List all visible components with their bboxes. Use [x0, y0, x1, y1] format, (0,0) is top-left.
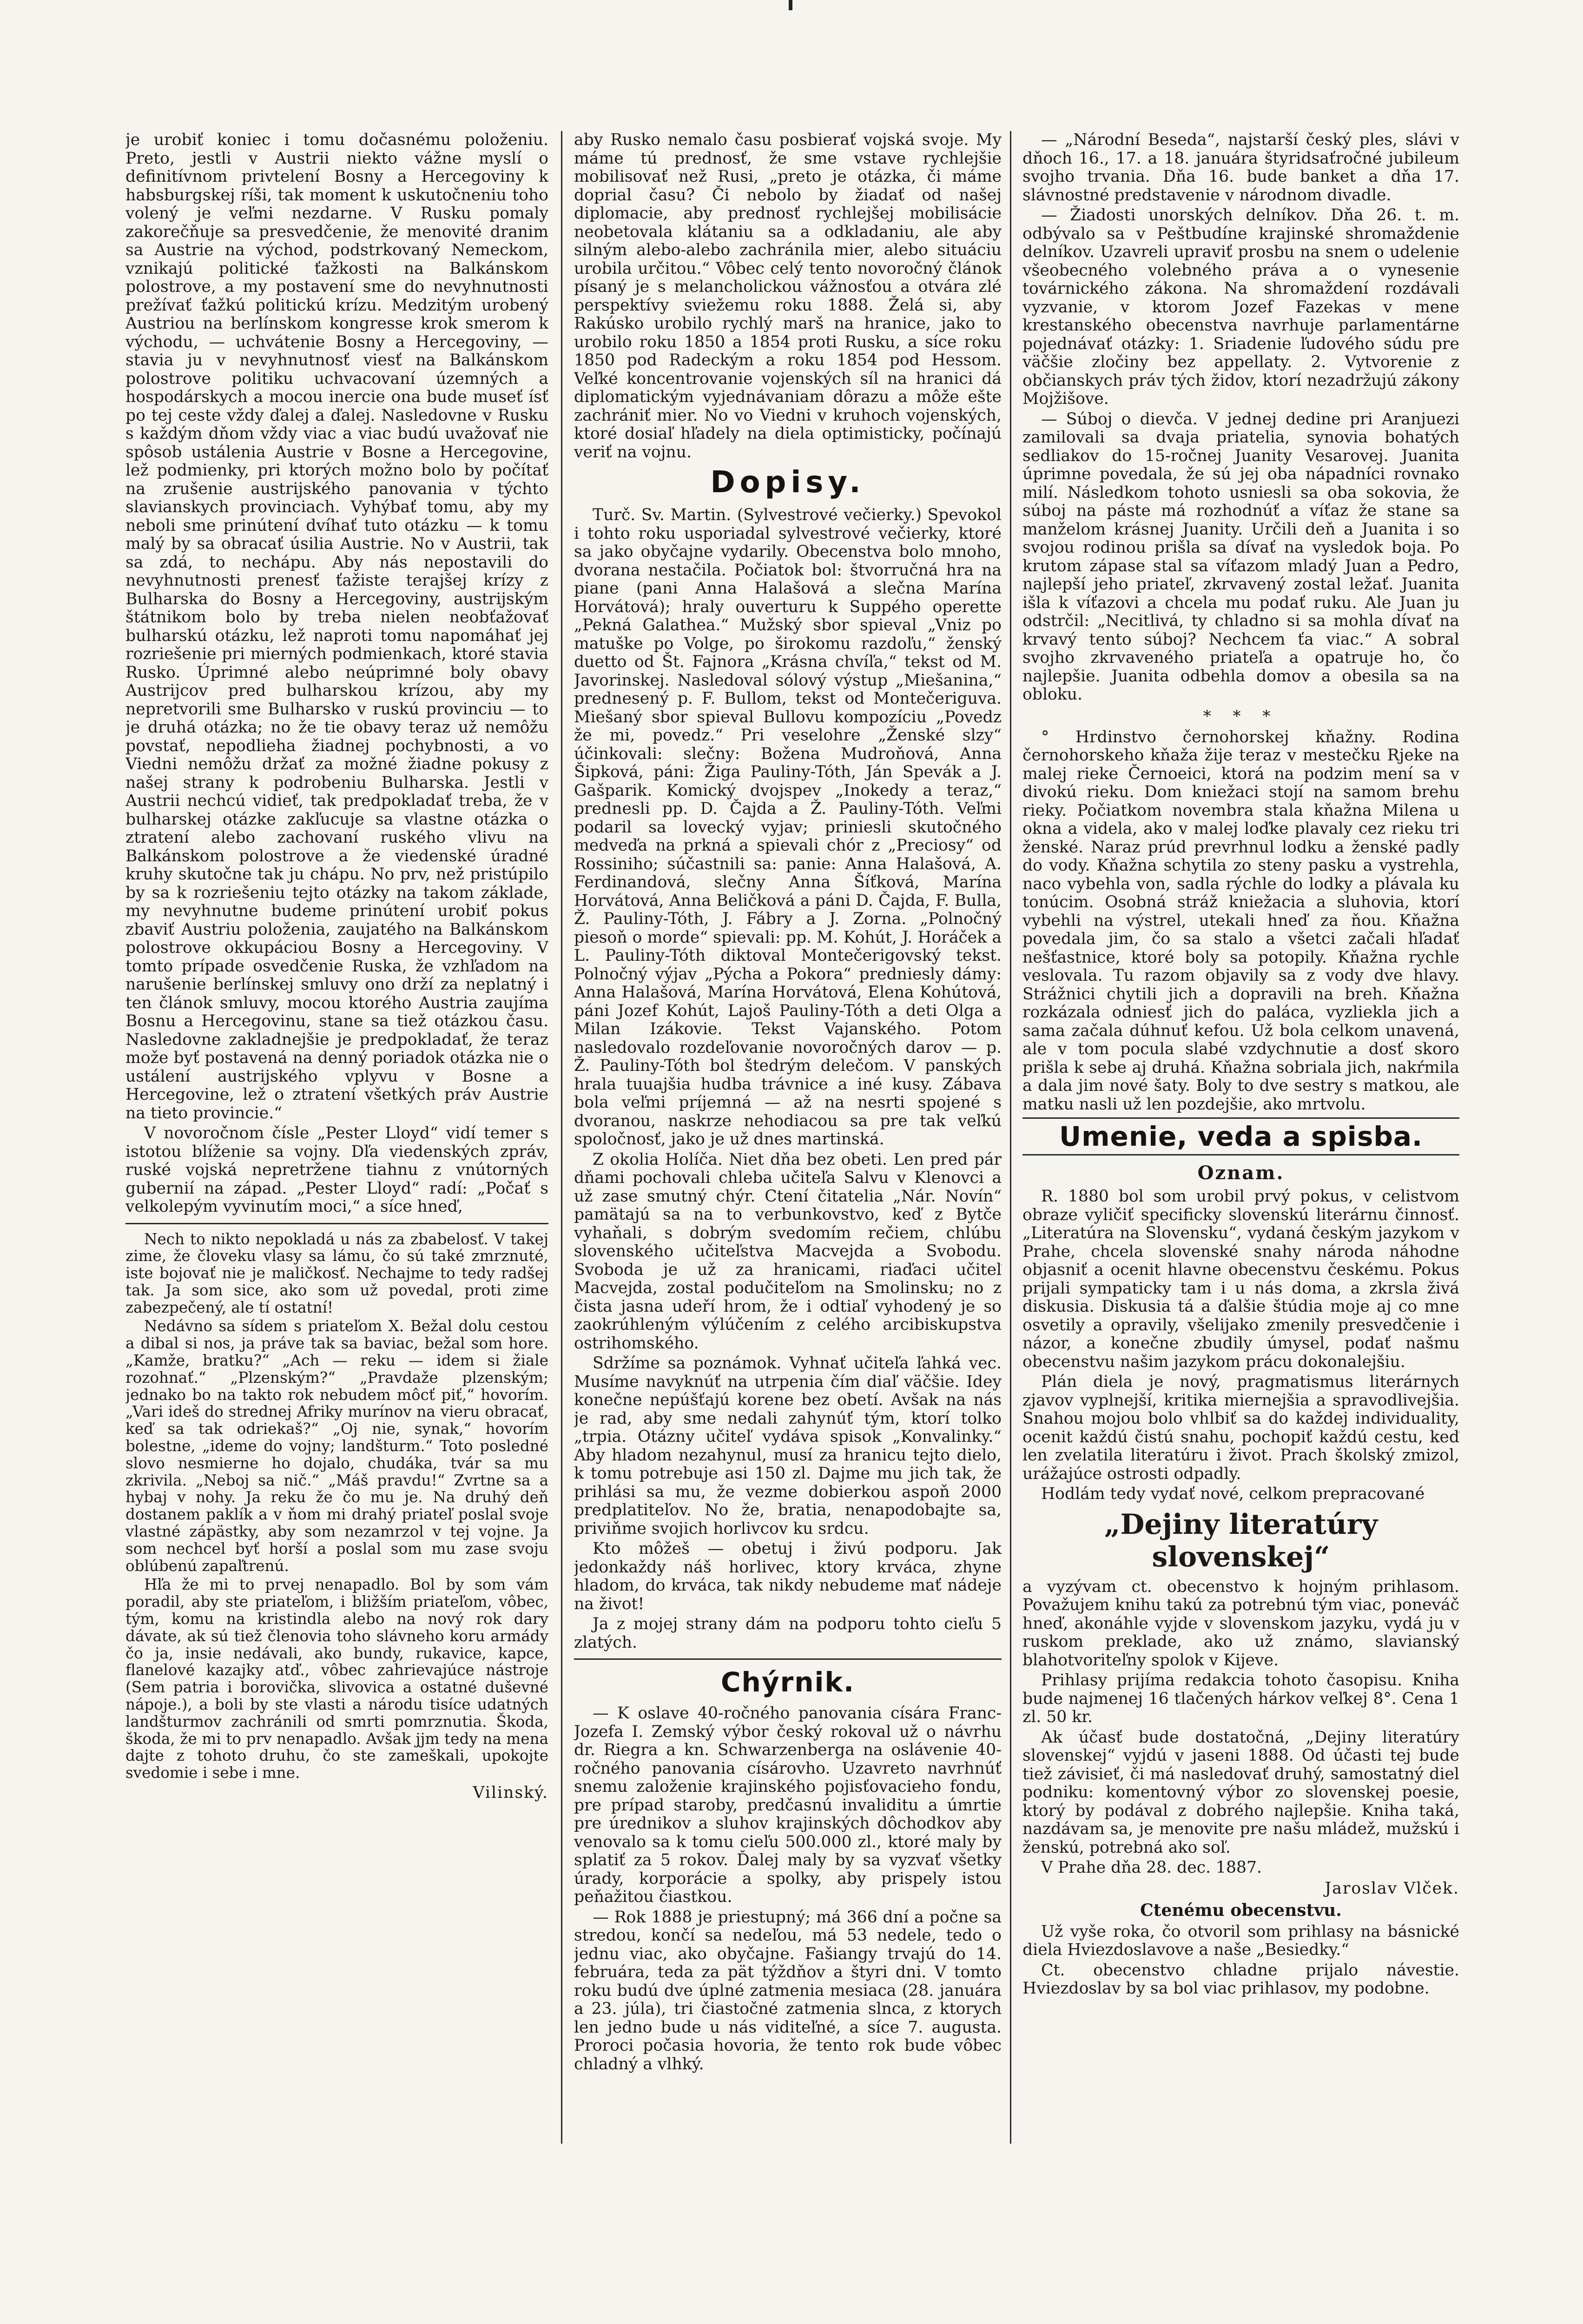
column-rule-right	[1010, 131, 1011, 2144]
section-heading-chyrnik: Chýrnik.	[720, 1666, 855, 1698]
feuilleton-text: Nedávno sa sídem s priateľom X. Bežal dolu cestou a dibal si nos, ja práve tak sa baviac, bežal som hore. „Kamže, bratku?“ „Ach — reku — idem si žiale rozohnať.“ „Plzenským?“ „Pravdaže plzenským; jednako bo na takto rok nebudem môcť piť,“ hovorím. „Vari ideš do strednej Afriky murínov na vieru obracať, keď sa tak odriekaš?“ „Oj nie, synak,“ hovorím bolestne, „ideme do vojny; landšturm.“ Toto posledné slovo nesmierne ho dojalo, chudáka, tvár sa mu zkrivila. „Neboj sa nič.“ „Máš pravdu!“ Zvrtne sa a hybaj v nohy. Ja reku že čo mu je. Na druhý deň dostanem paklík a v ňom mi drahý priateľ poslal svoje vlastné zápästky, aby som nezamrzol v tej vojne. Ja som nechcel byť horší a poslal som mu zase svoju oblúbenú zapaľtrenú.	[125, 1317, 548, 1575]
book-title: „Dejiny literatúry slovenskej“	[1104, 1508, 1378, 1573]
article-text: je urobiť koniec i tomu dočasnému položeniu. Preto, jestli v Austrii niekto vážne myslí o definitívnom privtelení Bosny a Hercegoviny k habsburgskej ríši, tak moment k uskutočneniu toho volený je veľmi nezdarne. V Rusku pomaly zakorečňuje sa presvedčenie, že menovité dranim sa Austrie na východ, podstrkovaný Nemeckom, vznikajú politické ťažkosti na Balkánskom polostrove, a my postavení sme do nevyhnutnosti prežívať ťažkú politickú krízu. Medzitým urobený Austriou na berlínskom kongresse krok smerom k východu, — uchvátenie Bosny a Hercegoviny, — stavia ju v nevyhnutnosť viesť na Balkánskom polostrove politiku uchvacovaní územných a hospodárskych a mocou inercie ona bude museť ísť po tej ceste vždy ďalej a ďalej. Nasledovne v Rusku s každým dňom vždy viac a viac budú uvažovať nie spôsob ustálenia Austrie v Bosne a Hercegovine, lež podmienky, pri ktorých možno bolo by počítať na zrušenie austrijského panovania v týchto slavianskych provinciach. Vyhýbať tomu, aby my neboli sme prinútení dvíhať tuto otázku — k tomu malý by sa obracať úsilia Austrie. No v Austrii, tak sa zdá, to nechápu. Aby nás nepostavili do nevyhnutnosti prenesť ťažiste terajšej krízy z Bulharska do Bosny a Hercegoviny, austrijským štátnikom bolo by treba nielen neobťažovať bulharskú otázku, lež naproti tomu napomáhať jej rozriešenie pri mierných podmienkach, ktoré stavia Rusko. Úprimné alebo neúprimné boly obavy Austrijcov pred bulharskou krízou, aby my nepretvorili sme Bulharsko v ruskú provinciu — to je druhá otázka; no že tie obavy teraz už nemôžu povstať, nepodlieha žiadnej pochybnosti, a vo Viedni nemôžu držať za možné žiadne pokusy z našej strany k podrobeniu Bulharska. Jestli v Austrii nechcú vidieť, tak predpokladať treba, že v bulharskej otázke zakľucuje sa vlastne otázka o ztratení alebo zachovaní ruského vlivu na Balkánskom polostrove a že viedenské úradné kruhy skutočne tak ju chápu. No prv, než pristúpilo by sa k rozriešeniu tejto otázky na takom základe, my nevyhnutne budeme prinútení urobiť pokus zbaviť Austriu položenia, zaujatého na Balkánskom polostrove okkupáciou Bosny a Hercegoviny. V tomto prípade osvedčenie Ruska, že vzhľadom na narušenie berlínskej smluvy ono drží za neplatný i ten článok smluvy, mocou ktorého Austria zaujíma Bosnu a Hercegovinu, stane sa tiež otázkou času. Nasledovne zakladnejšie je predpokladať, že teraz može byť postavená na denný poriadok otázka nie o ustálení austrijského vplyvu v Bosne a Hercegovine, lež o ztratení všetkých práv Austrie na tieto provincie.“	[125, 131, 548, 1122]
separator-stars: * * *	[1203, 706, 1279, 726]
author-signature: Jaroslav Vlček.	[1325, 1879, 1459, 1898]
news-item: — Súboj o dievča. V jednej dedine pri Aranjuezi zamilovali sa dvaja priatelia, synovia bohatých sedliakov do 15-ročnej Juanity Vesarovej. Juanita úprimne povedala, že sú jej oba nápadníci rovnako milí. Následkom tohoto usniesli sa oba sokovia, že súboj na páste má rozhodnúť a víťaz že stane sa manželom krásnej Juanity. Určili deň a Juanita i so svojou rodinou prišla sa dívať na vysledok boja. Po krutom zápase stal sa víťazom mladý Juan a Pedro, najlepší jeho priateľ, zkrvavený zostal ležať. Juanita išla k víťazovi a chcela mu podať ruku. Ale Juan ju odstrčil: „Necitlivá, ty chladno si sa mohla dívať na krvavý tento súboj? Nechcem ťa viac.“ A sobral svojho zkrvaveného priateľa a opatruje ho, čo najlepšie. Juanita odbehla domov a obesila sa na obloku.	[1022, 409, 1459, 704]
news-item: ° Hrdinstvo černohorskej kňažny. Rodina černohorskeho kňaža žije teraz v mestečku Rjeke na malej rieke Černoeici, ktorá na podzim mení sa v divokú rieku. Dom kniežaci stojí na samom brehu rieky. Počiatkom novembra stala kňažna Milena u okna a videla, ako v malej loďke plavaly cez rieku tri ženské. Naraz prúd prevrhnul lodku a ženské padly do vody. Kňažna schytila zo steny pasku a vystrehla, naco vybehla von, sadla rýchle do lodky a plávala ku tonúcim. Osobná stráž kniežacia a sluhovia, ktorí vybehli na výstrel, utekali hneď za ňou. Kňažna povedala jim, čo sa stalo a všetci začali hľadať nešťastnice, ktoré boly sa potopily. Kňažna rychle veslovala. Tu razom objavily sa z vody dve hlavy. Strážnici chytili jich a dopravili na breh. Kňažna rozkázala odniesť jich do paláca, vyzliekla jich a sama začala dúhnuť kefou. Už bola celkom unavená, ale v tom pocula slabé vzdychnutie a dosť skoro prišla k sebe aj druhá. Kňažna sobriala jich, nakŕmila a dala jim nové šaty. Boly to dve sestry s matkou, ale matku nasli už len pozdejšie, ako mrtvolu.	[1022, 727, 1459, 1114]
letter-text: Turč. Sv. Martin. (Sylvestrové večierky.) Spevokol i tohto roku usporiadal sylvestrové večierky, ktoré sa jako obyčajne vydarily. Obecenstva bolo mnoho, dvorana nestačila. Počiatok bol: štvorručná hra na piane (pani Anna Halašová a slečna Marína Horvátová); hraly ouverturu k Suppého operette „Pekná Galathea.“ Mužský sbor spieval „Vniz po matuške po Volge, po širokomu razdoľu,“ ženský duetto od Št. Fajnora „Krásna chvíľa,“ tekst od M. Javorinskej. Nasledoval sólový výstup „Miešanina,“ prednesený p. F. Bullom, tekst od Montečeriguva. Miešaný sbor spieval Bullovu kompozíciu „Povedz že mi, povedz.“ Pri veselohre „Ženské slzy“ účinkovali: slečny: Božena Mudroňová, Anna Šipková, páni: Žiga Pauliny-Tóth, Ján Spevák a J. Gašparik. Komický dvojspev „Inokedy a teraz,“ prednesli pp. D. Čajda a Ž. Pauliny-Tóth. Veľmi podaril sa lovecký vyjav; priniesli skutočného medveďa na prkná a spievali chór z „Preciosy“ od Rossiniho; súčastnili sa: panie: Anna Halašová, A. Ferdinandová, slečny Anna Šíťková, Marína Horvátová, Anna Beličková a páni D. Čajda, F. Bulla, Ž. Pauliny-Tóth, J. Fábry a J. Zorna. „Polnočný piesoň o morde“ spievali: pp. M. Kohút, J. Horáček a L. Pauliny-Tóth diktoval Montečerigovský tekst. Polnočný výjav „Pýcha a Pokora“ predniesly dámy: Anna Halašová, Marína Horvátová, Elena Kohútová, páni Jozef Kohút, Lajoš Pauliny-Tóth a deti Olga a Milan Izákovie. Tekst Vajanského. Potom nasledovalo rozdeľovanie novoročných darov — p. Ž. Pauliny-Tóth bol štedrým delečom. V panských hrala tuuajšia hudba trávnice a iné kusy. Zábava bola veľmi príjemná — až na nesrti spojené s dvoranou, naskrze nehodiacou sa pre tak veľkú spoločnosť, jako je už dnes martinská.	[574, 506, 1002, 1149]
author-signature: Vilinský.	[473, 1783, 548, 1802]
notice-text: Už vyše roka, čo otvoril som prihlasy na básnické diela Hviezdoslavove a naše „Besiedky.“	[1022, 1922, 1459, 1959]
article-text: V novoročnom čísle „Pester Lloyd“ vidí temer s istotou blíženie sa vojny. Dľa viedenských zpráv, ruské vojská nepretržene tiahnu z vnútorných gubernií na západ. „Pester Lloyd“ radí: „Počať s velkolepým vyvinutím moci,“ a síce hneď,	[125, 1124, 548, 1216]
notice-dateline: V Prahe dňa 28. dec. 1887.	[1041, 1858, 1262, 1877]
feuilleton-text: Nech to nikto nepokladá u nás za zbabelosť. V takej zime, že človeku vlasy sa lámu, čo sú také zmrznuté, iste bojovať nie je maličkosť. Nechajme to tedy radšej tak. Ja som sice, ako som už povedal, proti zime zabezpečený, ale tí ostatní!	[125, 1230, 548, 1316]
column-3	[1022, 131, 1459, 2144]
feuilleton-text: Hľa že mi to prvej nenapadlo. Bol by som vám poradil, aby ste priateľom, i bližším priateľom, vôbec, tým, komu na kristindla alebo na nový rok dary dávate, ak sú tiež členovia toho slávneho koru armády čo ja, insie nedávali, ako bundy, rukavice, kapce, flanelové kazajky atď., vôbec zahrievajúce nástroje (Sem patria i borovička, slivovica a ostatné duševné nápoje.), a boli by ste vlasti a národu tisíce udatných landšturmov zachránili od smrti pomrznutia. Škoda, škoda, že mi to prv nenapadlo. Avšak jjm tedy na mena dajte z tohoto druhu, čo ste zameškali, upokojte svedomie i sebe i mne.	[125, 1576, 548, 1782]
section-divider	[574, 1658, 1002, 1660]
notice-heading: Ctenému obecenstvu.	[1140, 1900, 1342, 1920]
column-rule-left	[561, 131, 562, 2144]
section-divider	[125, 1223, 548, 1224]
notice-text: Ct. obecenstvo chladne prijalo návestie. Hviezdoslav by sa bol viac prihlasov, my podobne.	[1022, 1961, 1459, 1998]
notice-text: Ak účasť bude dostatočná, „Dejiny literatúry slovenskej“ vyjdú v jaseni 1888. Od účasti tej bude tiež závisieť, či má nasledovať druhý, samostatný diel podniku: komentovný výbor zo slovenskej poesie, ktorý by podával z dobrého najlepšie. Kniha taká, nazdávam sa, je menovite pre našu mládež, mužskú i ženskú, potrebná ako soľ.	[1022, 1728, 1459, 1857]
notice-text: Plán diela je nový, pragmatismus literárnych zjavov vyplnejší, kritika miernejšia a spravodlivejšia. Snahou mojou bolo vhlbiť sa do každej individuality, ocenit každú čistú snahu, pochopiť každú cestu, keď len zvelatila literatúru i život. Prach školský zmizol, urážajúce ostrosti odpadly.	[1022, 1373, 1459, 1483]
notice-text: R. 1880 bol som urobil prvý pokus, v celistvom obraze vyličiť specificky slovenskú literárnu činnosť. „Literatúra na Slovensku“, vydaná českým jazykom v Prahe, chcela slovenské snahy národa náhodne objasniť a ocenit hlavne obecenstvu českému. Pokus prijali sympaticky tam i u nás doma, a zkrsla živá diskusia. Diskusia tá a ďalšie štúdia moje aj co mne osvetily a opravily, všelijako zmenily presvedčenie i názor, a konečne zbudily úmysel, podať našmu obecenstvu našim jazykom prácu dokonalejšiu.	[1022, 1187, 1459, 1371]
letter-text: Kto môžeš — obetuj i živú podporu. Jak jedonkaždy náš horlivec, ktory krváca, zhyne hladom, do krváca, tak nikdy nebudeme mať nádeje na život!	[574, 1539, 1002, 1613]
section-heading-umenie: Umenie, veda a spisba.	[1022, 1117, 1459, 1155]
news-item: — K oslave 40-ročného panovania císára Franc-Jozefa I. Zemský výbor český rokoval už o návrhu dr. Riegra a kn. Schwarzenberga na oslávenie 40-ročného panovania císárovho. Uzavreto navrhnúť snemu založenie krajinského pojisťovacieho fondu, pre prípad staroby, predčasnú invaliditu a úmrtie pre úrednikov a sluhov krajinských dôchodkov aby venovalo sa k tomu cieľu 500.000 zl., ktoré maly by splatiť za 5 rokov. Ďalej maly by sa vyzvať všetky úrady, korporácie a spolky, aby prispely istou peňažitou čiastkou.	[574, 1704, 1002, 1906]
column-2	[574, 131, 1002, 2144]
notice-text: Hodlám tedy vydať nové, celkom prepracované	[1041, 1485, 1425, 1503]
letter-text: Z okolia Holíča. Niet dňa bez obeti. Len pred pár dňami pochovali chleba učiteľa Salvu v Klenovci a už zase smutný chýr. Ctení čitatelia „Nár. Novín“ pamätajú sa na to verbunkovstvo, keď z Bytče vyhaňali, s dobrým svedomím rečiem, chlúbu slovenského učiteľstva Macvejda a Svobodu. Svoboda je už za hranicami, riaďaci učiteľ Macvejda, zostal podučiteľom na Smolinsku; no z čista jasna udeří hrom, že i odtiaľ vyhodený je so zaokrúhleným výlúčením z celého arcibiskupstva ostrihomského.	[574, 1150, 1002, 1353]
news-item: — „Národní Beseda“, najstarší český ples, slávi v dňoch 16., 17. a 18. januára štyridsaťročné jubileum svojho trvania. Dňa 16. bude banket a dňa 17. slávnostné predstavenie v národnom divadle.	[1022, 131, 1459, 205]
notice-heading: Oznam.	[1197, 1162, 1285, 1184]
letter-text: Ja z mojej strany dám na podporu tohto cieľu 5 zlatých.	[574, 1615, 1002, 1652]
column-1	[125, 131, 548, 2144]
news-item: — Rok 1888 je priestupný; má 366 dní a počne sa stredou, končí sa nedeľou, má 53 nedele, tedo o jednu viac, ako obyčajne. Fašiangy trvajú do 14. februára, teda za pät týždňov a štyri dni. V tomto roku budú dve úplné zatmenia mesiaca (28. januára a 23. júla), tri čiastočné zatmenia slnca, z ktorych len jedno bude u nás viditeľné, a síce 7. augusta. Proroci počasia hovoria, že tento rok bude vôbec chladný a vlhký.	[574, 1908, 1002, 2073]
page-mark	[789, 0, 792, 10]
section-heading-dopisy: Dopisy.	[710, 465, 865, 500]
letter-text: Sdržíme sa poznámok. Vyhnať učiteľa ľahká vec. Musíme navyknúť na utrpenia čím diaľ väčšie. Idey konečne nepúšťajú korene bez obetí. Avšak na nás je rad, aby sme nedali zahynúť tým, ktorí tolko „trpia. Otázny učiteľ vydáva spisok „Konvalinky.“ Aby hladom nezahynul, musí za hranicu tejto dielo, k tomu potrebuje asi 150 zl. Dajme mu jich tak, že prihlási sa mu, že vezme dobierkou aspoň 2000 predplatiteľov. No že, bratia, nenapodobajte sa, priviňme svojich horlivcov ku srdcu.	[574, 1354, 1002, 1538]
article-text: aby Rusko nemalo času posbierať vojská svoje. My máme tú prednosť, že sme vstave rychlejšie mobilisovať než Rusi, „preto je otázka, či máme doprial času? Či nebolo by žiadať od našej diplomacie, aby prednosť rychlejšej mobilisácie neobetovala klátaniu sa a odkladaniu, ale aby silným alebo-alebo zachránila mier, alebo situáciu urobila určitou.“ Vôbec celý tento novoročný článok písaný je s melancholickou vážnosťou a otvára zlé perspektívy sviežemu roku 1888. Želá si, aby Rakúsko urobilo rychlý marš na hranice, jako to urobilo roku 1850 a 1854 proti Rusku, a síce roku 1850 pod Radeckým a roku 1854 pod Hessom. Veľké koncentrovanie vojenských síl na hranici dá diplomatickým vyjednávaniam dôrazu a môže ešte zachrániť mier. No vo Viedni v kruhoch vojenských, ktoré dosiaľ hľadely na diela optimisticky, počínajú veriť na vojnu.	[574, 131, 1002, 462]
news-item: — Žiadosti unorských delníkov. Dňa 26. t. m. odbývalo sa v Peštbudíne krajinské shromaždenie delníkov. Uzavreli upraviť prosbu na snem o udelenie všeobecného volebného práva a o vynesenie továrnického zákona. Na shromaždení rozdávali vyzvanie, v ktorom Jozef Fazekas v mene krestanského obecenstva navrhuje parlamentárne pojednávať otázky: 1. Sriadenie ľudového súdu pre väčšie zločiny bez appellaty. 2. Vytvorenie z občianskych práv tých židov, ktorí nezadržujú zákony Mojžišove.	[1022, 206, 1459, 408]
notice-text: Prihlasy prijíma redakcia tohoto časopisu. Kniha bude najmenej 16 tlačených hárkov veľkej 8°. Cena 1 zl. 50 kr.	[1022, 1671, 1459, 1726]
notice-text: a vyzývam ct. obecenstvo k hojným prihlasom. Považujem knihu takú za potrebnú tým viac, poneváč hneď, akonáhle vyjde v slovenskom jazyku, vydá ju v ruskom preklade, ako už známo, slavianský blahotvoriteľny spolok v Kijeve.	[1022, 1577, 1459, 1670]
